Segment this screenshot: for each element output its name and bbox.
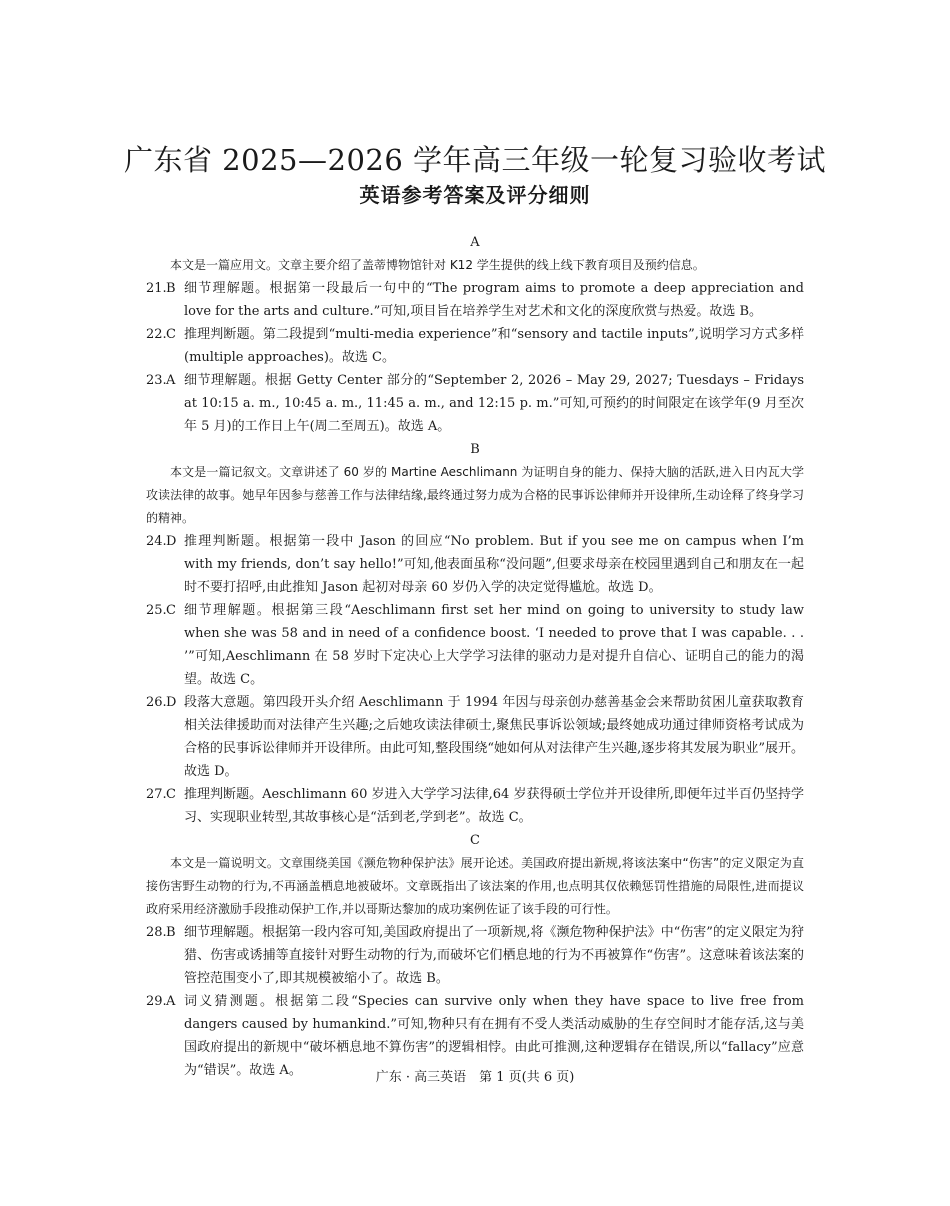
question-explanation: 细节理解题。根据第一段内容可知,美国政府提出了一项新规,将《濒危物种保护法》中“伤害”的定义限定为狩猎、伤害或诱捕等直接针对野生动物的行为,而破坏它们栖息地的行为不再被算作“伤害”。这意味着该法案的管控范围变小了,即其规模被缩小了。故选 B。 xyxy=(184,925,804,986)
question-22 xyxy=(146,323,804,369)
question-answer: C xyxy=(166,603,176,618)
question-number: 28. xyxy=(146,925,167,940)
question-answer: B xyxy=(166,281,176,296)
question-number: 26. xyxy=(146,695,167,710)
question-answer: C xyxy=(166,787,176,802)
question-26 xyxy=(146,691,804,783)
question-28 xyxy=(146,921,804,990)
question-number: 29. xyxy=(146,994,167,1009)
question-explanation: 细节理解题。根据 Getty Center 部分的“September 2, 2026 – May 29, 2027; Tuesdays – Fridays at 10:15 a. m., 10:45 a. m., 11:45 a. m., and 12:15 p. m.”可知,可预约的时间限定在该学年(9 月至次年 5 月)的工作日上午(周二至周五)。故选 A。 xyxy=(184,373,804,434)
question-27 xyxy=(146,783,804,829)
page-subtitle: 英语参考答案及评分细则 xyxy=(359,183,591,207)
question-explanation: 推理判断题。根据第一段中 Jason 的回应“No problem. But if you see me on campus when I’m with my friends, don’t say hello!”可知,他表面虽称“没问题”,但要求母亲在校园里遇到自己和朋友在一起时不要打招呼,由此推知 Jason 起初对母亲 60 岁仍入学的决定觉得尴尬。故选 D。 xyxy=(184,534,804,595)
section-a-label: A xyxy=(470,235,480,250)
question-number: 22. xyxy=(146,327,167,342)
question-number: 21. xyxy=(146,281,167,296)
section-b-label: B xyxy=(470,442,480,457)
question-23 xyxy=(146,369,804,438)
question-answer: B xyxy=(166,925,176,940)
question-answer: A xyxy=(166,994,176,1009)
question-24 xyxy=(146,530,804,599)
question-number: 23. xyxy=(146,373,167,388)
section-b-summary: 本文是一篇记叙文。文章讲述了 60 岁的 Martine Aeschlimann 为证明自身的能力、保持大脑的活跃,进入日内瓦大学攻读法律的故事。她早年因参与慈善工作与法律结缘,最终通过努力成为合格的民事诉讼律师并开设律所,生动诠释了终身学习的精神。 xyxy=(146,465,804,525)
question-explanation: 细节理解题。根据第三段“Aeschlimann first set her mind on going to university to study law when she was 58 and in need of a confidence boost. ‘I needed to prove that I was capable. . . ’”可知,Aeschlimann 在 58 岁时下定决心上大学学习法律的驱动力是对提升自信心、证明自己的能力的渴望。故选 C。 xyxy=(184,603,804,687)
question-explanation: 段落大意题。第四段开头介绍 Aeschlimann 于 1994 年因与母亲创办慈善基金会来帮助贫困儿童获取教育相关法律援助而对法律产生兴趣;之后她攻读法律硕士,聚焦民事诉讼领域;最终她成功通过律师资格考试成为合格的民事诉讼律师并开设律所。由此可知,整段围绕“她如何从对法律产生兴趣,逐步将其发展为职业”展开。故选 D。 xyxy=(184,695,804,779)
question-21 xyxy=(146,277,804,323)
question-answer: C xyxy=(166,327,176,342)
question-explanation: 细节理解题。根据第一段最后一句中的“The program aims to promote a deep appreciation and love for the arts and culture.”可知,项目旨在培养学生对艺术和文化的深度欣赏与热爱。故选 B。 xyxy=(184,281,804,319)
question-answer: D xyxy=(166,534,177,549)
question-number: 27. xyxy=(146,787,167,802)
page-footer: 广东 · 高三英语 第 1 页(共 6 页) xyxy=(375,1070,575,1085)
question-explanation: 推理判断题。第二段提到“multi-media experience”和“sensory and tactile inputs”,说明学习方式多样(multiple approaches)。故选 C。 xyxy=(184,327,804,365)
question-number: 24. xyxy=(146,534,167,549)
question-explanation: 推理判断题。Aeschlimann 60 岁进入大学学习法律,64 岁获得硕士学位并开设律所,即便年过半百仍坚持学习、实现职业转型,其故事核心是“活到老,学到老”。故选 C。 xyxy=(184,787,804,825)
section-c-summary: 本文是一篇说明文。文章围绕美国《濒危物种保护法》展开论述。美国政府提出新规,将该法案中“伤害”的定义限定为直接伤害野生动物的行为,不再涵盖栖息地被破坏。文章既指出了该法案的作用,也点明其仅依赖惩罚性措施的局限性,进而提议政府采用经济激励手段推动保护工作,并以哥斯达黎加的成功案例佐证了该手段的可行性。 xyxy=(146,856,804,916)
section-a-summary: 本文是一篇应用文。文章主要介绍了盖蒂博物馆针对 K12 学生提供的线上线下教育项目及预约信息。 xyxy=(170,258,705,272)
question-number: 25. xyxy=(146,603,167,618)
page-title: 广东省 2025—2026 学年高三年级一轮复习验收考试 xyxy=(123,143,827,177)
question-answer: D xyxy=(166,695,177,710)
question-answer: A xyxy=(166,373,176,388)
question-25 xyxy=(146,599,804,691)
question-explanation: 词义猜测题。根据第二段“Species can survive only when they have space to live free from dangers caused by humankind.”可知,物种只有在拥有不受人类活动威胁的生存空间时才能存活,这与美国政府提出的新规中“破坏栖息地不算伤害”的逻辑相悖。由此可推测,这种逻辑存在错误,所以“fallacy”应意为“错误”。故选 A。 xyxy=(184,994,804,1078)
answer-content xyxy=(146,231,804,1082)
section-c-label: C xyxy=(470,833,480,848)
